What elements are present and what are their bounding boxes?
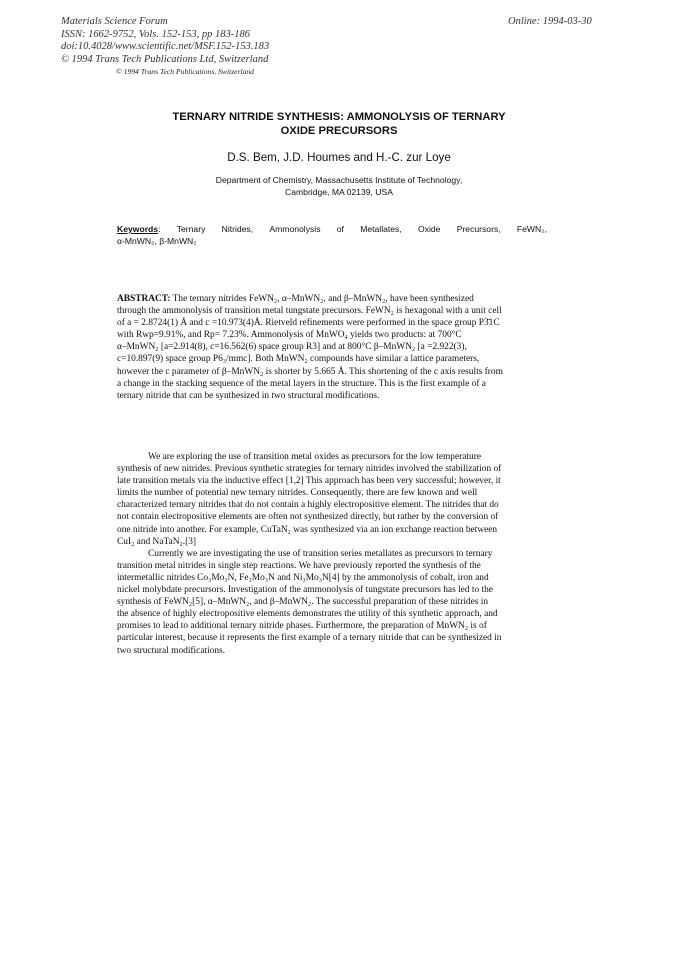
authors: D.S. Bem, J.D. Houmes and H.-C. zur Loye: [227, 151, 451, 164]
abstract-line: of a = 2.8724(1) Å and c =10.973(4)Å. Rietveld refinements were performed in the space group P3̄1C: [117, 318, 500, 329]
journal-doi: doi:10.4028/www.scientific.net/MSF.152-153.183: [61, 41, 270, 52]
abstract-line: a change in the stacking sequence of the metal layers in the structure. This is the first example of a: [117, 378, 486, 389]
abstract-line: however the c parameter of β–MnWN₂ is shorter by 5.665 Å. This shortening of the c axis results from: [117, 366, 503, 377]
keyword-word: Ternary: [176, 224, 206, 234]
body-line: late transition metals via the inductive effect [1,2] This approach has been very successful; however, it: [117, 476, 501, 487]
keywords-row-2: α-MnWN₂, β-MnWN₂: [117, 236, 197, 246]
keywords: [117, 223, 547, 247]
journal-issn: ISSN: 1662-9752, Vols. 152-153, pp 183-186: [61, 28, 250, 40]
keywords-label: Keywords: [117, 224, 159, 234]
keyword-word: Oxide: [418, 224, 441, 234]
body-line: characterized ternary nitrides that do not contain a highly electropositive element. The nitrides that do: [117, 500, 499, 511]
keyword-word: of: [336, 224, 344, 234]
body-line: We are exploring the use of transition metal oxides as precursors for the low temperature: [148, 452, 481, 462]
keyword-word: Precursors,: [456, 224, 501, 234]
abstract-line: ternary nitride that can be synthesized in two structural modifications.: [117, 390, 380, 401]
keyword-word: Nitrides,: [221, 224, 254, 234]
keywords-label-wrap: Keywords:: [117, 224, 161, 234]
abstract-line: c=10.897(9) space group P6₃/mmc]. Both MnWN₂ compounds have similar a lattice parameters,: [117, 354, 480, 365]
body-text: [117, 451, 564, 657]
abstract-label: ABSTRACT:: [117, 294, 171, 304]
body-line: transition metal nitrides in single step reactions. We have previously reported the synthesis of the: [117, 560, 481, 571]
body-line: not contain electropositive elements are often not synthesized directly, but rather by the conversion of: [117, 512, 499, 523]
abstract-text: The ternary nitrides FeWN₂, α–MnWN₂, and β–MnWN₂, have been synthesized: [170, 294, 474, 304]
affiliation-line: Department of Chemistry, Massachusetts Institute of Technology,: [215, 175, 463, 185]
journal-copyright: © 1994 Trans Tech Publications Ltd, Switzerland: [61, 53, 269, 65]
body-line: two structural modifications.: [117, 645, 226, 656]
body-line: CuI₂ and NaTaN₂.[3]: [117, 536, 197, 547]
online-date: Online: 1994-03-30: [508, 16, 592, 27]
abstract-line: [117, 293, 564, 305]
abstract-line: through the ammonolysis of transition metal tungstate precursors. FeWN₂ is hexagonal with a unit cell: [117, 306, 502, 317]
keyword-word: Metallates,: [360, 224, 402, 234]
body-line: limits the number of potential new ternary nitrides. Consequently, there are few known and well: [117, 488, 478, 499]
keywords-row: [117, 223, 547, 235]
abstract-line: with Rwp=9.91%, and Rp= 7.23%. Ammonolysis of MnWO₄ yields two products: at 700°C: [117, 330, 462, 341]
body-line: particular interest, because it represents the first example of a ternary nitride that can be synthesized in: [117, 633, 502, 644]
title-line: OXIDE PRECURSORS: [280, 125, 398, 137]
body-line: one nitride into another. For example, CuTaN₂ was synthesized via an ion exchange reaction between: [117, 524, 498, 535]
abstract: [117, 293, 564, 402]
body-line: Currently we are investigating the use of transition series metallates as precursors to ternary: [148, 548, 493, 559]
body-line: synthesis of new nitrides. Previous synthetic strategies for ternary nitrides involved the stabilization of: [117, 464, 502, 475]
title-line: TERNARY NITRIDE SYNTHESIS: AMMONOLYSIS OF TERNARY: [172, 111, 506, 123]
body-line: nickel molybdate precursors. Investigation of the ammonolysis of tungstate precursors has led to the: [117, 585, 493, 596]
abstract-line: α–MnWN₂ [a=2.914(8), c=16.562(6) space group R3] and at 800°C β–MnWN₂ [a =2.922(3),: [117, 342, 467, 353]
publisher-copyright: © 1994 Trans Tech Publications, Switzerland: [116, 67, 254, 76]
affiliation-line: Cambridge, MA 02139, USA: [285, 186, 393, 197]
keyword-word: FeWN₂,: [516, 224, 547, 234]
keyword-word: Ammonolysis: [269, 224, 321, 234]
paper-title: [120, 110, 558, 138]
body-line: the absence of highly electropositive elements demonstrates the utility of this synthetic approach, and: [117, 609, 498, 620]
body-line: promises to lead to additional ternary nitride phases. Furthermore, the preparation of MnWN₂ is of: [117, 621, 487, 632]
affiliation: [120, 175, 558, 198]
journal-header: [61, 16, 269, 66]
body-line: intermetallic nitrides Co₃Mo₃N, Fe₃Mo₃N and Ni₃Mo₃N[4] by the ammonolysis of cobalt, iron and: [117, 572, 489, 583]
body-line: synthesis of FeWN₂[5], α–MnWN₂, and β–MnWN₂. The successful preparation of these nitrides in: [117, 597, 489, 608]
journal-name: Materials Science Forum: [61, 16, 168, 27]
